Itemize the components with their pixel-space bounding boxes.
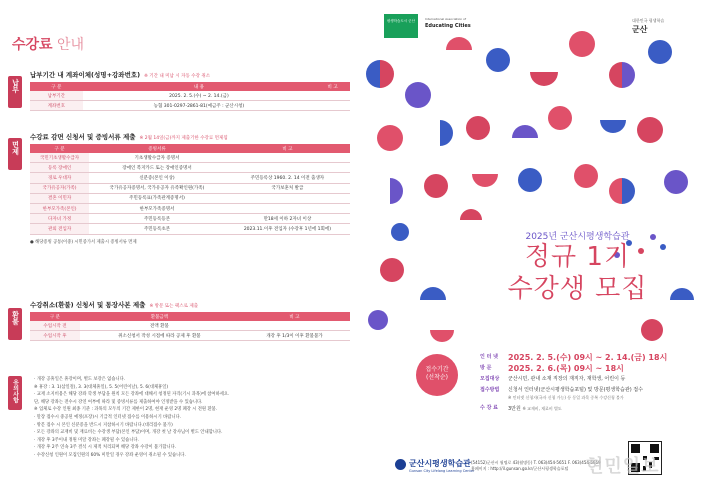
list-item: · 방문 접수 시 본인 신분증을 반드시 지참하시기 바랍니다.(대리접수 불가) xyxy=(34,422,173,428)
footer-address: (54152)군산시 월명로 43(월명동) T. 063)454-5651 F. 063)454-5659 홈페이지 : http://il.gunsan.go.kr/군산시평생학습포털 xyxy=(471,460,601,471)
refund-section xyxy=(30,300,350,341)
table-row: 다자녀 가정 주민등록등본 만18세 이하 2자녀 이상 xyxy=(30,214,350,224)
educating-cities-logo: International Association of Educating Cities xyxy=(425,17,471,29)
title-line-2: 수강생 모집 xyxy=(507,274,648,304)
table-row: 국민기초생활수급자 기초생활수급자 증명서 xyxy=(30,153,350,163)
payment-section xyxy=(30,70,350,111)
col-header: 비 고 xyxy=(315,82,350,91)
col-header: 구 분 xyxy=(30,82,83,91)
tab-refund: 환불 xyxy=(8,308,22,340)
refund-heading: 수강취소(환불) 신청서 및 통장사본 제출 ※ 방문 또는 팩스로 제출 xyxy=(30,301,199,309)
info-row-internet: 인 터 넷 2025. 2. 5.(수) 09시 ~ 2. 14.(금) 18시 xyxy=(480,353,668,362)
year-line: 2025년 군산시평생학습관 xyxy=(525,232,630,242)
center-logo-sub: Gunsan City Lifelong Learning Center xyxy=(409,469,475,473)
title-block xyxy=(470,229,685,304)
list-item: 단, 해당 강좌는 전수시 강연 여부에 따라 및 증빙서류를 제출하여야 인정받을 수 있습니다. xyxy=(34,399,203,405)
table-row: 관외 전입자 주민등록초본 2023.11.이후 전입자 (수강후 1년에 1회에) xyxy=(30,224,350,234)
list-item: · 수강신청 인원이 모집인원의 60% 미만일 경우 강좌 운영이 취소될 수 있습니다. xyxy=(34,452,186,458)
table-row: 등록 장애인 장애인 복지카드 또는 장애인증명서 xyxy=(30,163,350,173)
list-item: · 개강 후 2주 연속 3주 결석 시 제적 처리되며 해당 강좌 수강이 불가합니다. xyxy=(34,445,177,451)
payment-heading: 납부기간 내 계좌이체(성명+강좌번호) ※ 기간 내 미납 시 자동 수강 취소 xyxy=(30,71,211,79)
info-row-fee: 수 강 료 3만원 ※ 교재비, 재료비 별도 xyxy=(480,405,562,412)
payment-table xyxy=(30,82,350,111)
center-logo-icon xyxy=(395,459,406,470)
city-brand-logo: 평생학습도시 군산 xyxy=(384,14,418,38)
watermark: 현민일보 xyxy=(586,456,660,477)
notice-list xyxy=(34,376,350,460)
exempt-table: 구 분 증빙서류 비 고 국민기초생활수급자 기초생활수급자 증명서 등록 장애인 장애인 복지카드 또는 장애인증명서 경로 우대자 신분증(본인 이상) 주민등록상 1960. 2. 14 이전 출생자 국가유공자(가족) 국가유공자증명서, 국가유공자 유족확인원(가족) 국가보훈처 발급 결혼 이민자 주민등록표(가족관계증명서) 한부모가족(본인) 한부모가족증명서 다자녀 가정 주민등록등본 만18세 이하 2자녀 이상 관외 전입자 주민등록초본 2023.11.이후 전입자 (수강후 1년에 1회에) xyxy=(30,144,350,235)
list-item: · 교재 소지비용은 해당 강좌 학생 부담을 원칙 모든 강좌에 대해서 청정된 자격(기시 과목)에 참여하세요. xyxy=(34,392,230,398)
list-item: · 말장 접수시 중공된 예정(포장)시 기급적 인터넷 접수를 이용하시기 바랍니다. xyxy=(34,414,182,420)
info-row-target: 모집대상 군산시민, 관내 소재 직장의 재직자, 재학생, 어린이 등 xyxy=(480,376,626,382)
info-row-method: 접수방법 신청서 인터넷(군산시평생학습포털) 및 방문(평생학습관) 접수 ※ 인터넷 신청자(국자 신청 가능) 등 동일 과목 중복 수강신청 불가 xyxy=(480,387,643,400)
table-row: 경로 우대자 신분증(본인 이상) 주민등록상 1960. 2. 14 이전 출생자 xyxy=(30,173,350,183)
refund-table: 구 분 환불금액 비 고 수업시작 전 전액 환불 수업시작 후 취소신청서 작성 시점에 따라 공제 후 환불 개강 후 1/3이 이후 환불불가 xyxy=(30,312,350,341)
list-item: · 모든 강좌의 교재비 및 재료비는 수강생 부담(본인 부담)이며, 개강 첫 날 강사님이 별도 안내합니다. xyxy=(34,430,223,436)
city-slogan-logo: 대한민국 평생학습 군산 xyxy=(632,18,665,34)
tab-payment: 납부 xyxy=(8,76,22,108)
exempt-heading: 수강료 감면 신청서 및 증빙서류 제출 ※ 2월 14일(금)까지 제출기한 수강료 면제됨 xyxy=(30,133,228,141)
exempt-section xyxy=(30,132,350,245)
list-item: ※ 업체로 수강 인원 최종 기준 : 과목의 모두의 기간 제한이 2명, 현재 운영 2명 폐강 시 전원 환불. xyxy=(34,407,218,413)
info-row-visit: 방 문 2025. 2. 6.(목) 09시 ~ 18시 xyxy=(480,364,624,373)
page-title: 수강료 안내 xyxy=(12,37,85,53)
tab-notice: 유의사항 xyxy=(8,376,22,410)
info-list xyxy=(480,354,695,417)
list-item: ※ 휴강 : 3. 1(삼일절), 3. 3(대체휴일), 5. 5(어린이날), 5. 6(대체휴일) xyxy=(34,384,169,390)
table-row: 한부모가족(본인) 한부모가족증명서 xyxy=(30,203,350,213)
table-row: 계좌번호 농협 301-0297-2861-81(예금주 : 군산시청) xyxy=(30,101,350,111)
table-row: 수업시작 후 취소신청서 작성 시점에 따라 공제 후 환불 개강 후 1/3이 이후 환불불가 xyxy=(30,331,350,341)
col-header: 내 용 xyxy=(83,82,316,91)
table-row: 납부기간 2025. 2. 5.(수) ~ 2. 14.(금) xyxy=(30,91,350,101)
tab-exempt: 면제 xyxy=(8,138,22,170)
period-badge: 접수기간 (선착순) xyxy=(416,354,458,396)
list-item: · 개강 후 3주이내 정원 미달 강좌는 폐강될 수 있습니다. xyxy=(34,437,139,443)
exempt-footnote: ● 해당증빙 공통(이중) 시민증가서 제출시 증빙서류 면제 xyxy=(30,239,137,245)
table-row: 국가유공자(가족) 국가유공자증명서, 국가유공자 유족확인원(가족) 국가보훈처 발급 xyxy=(30,183,350,193)
center-logo-text: 군산시평생학습관 xyxy=(409,459,471,468)
table-row: 수업시작 전 전액 환불 xyxy=(30,321,350,331)
table-row: 결혼 이민자 주민등록표(가족관계증명서) xyxy=(30,193,350,203)
list-item: · 개강 공휴일은 휴강이며, 별도 보강은 없습니다. xyxy=(34,377,126,382)
title-line-1: 정규 1기 xyxy=(524,242,631,272)
